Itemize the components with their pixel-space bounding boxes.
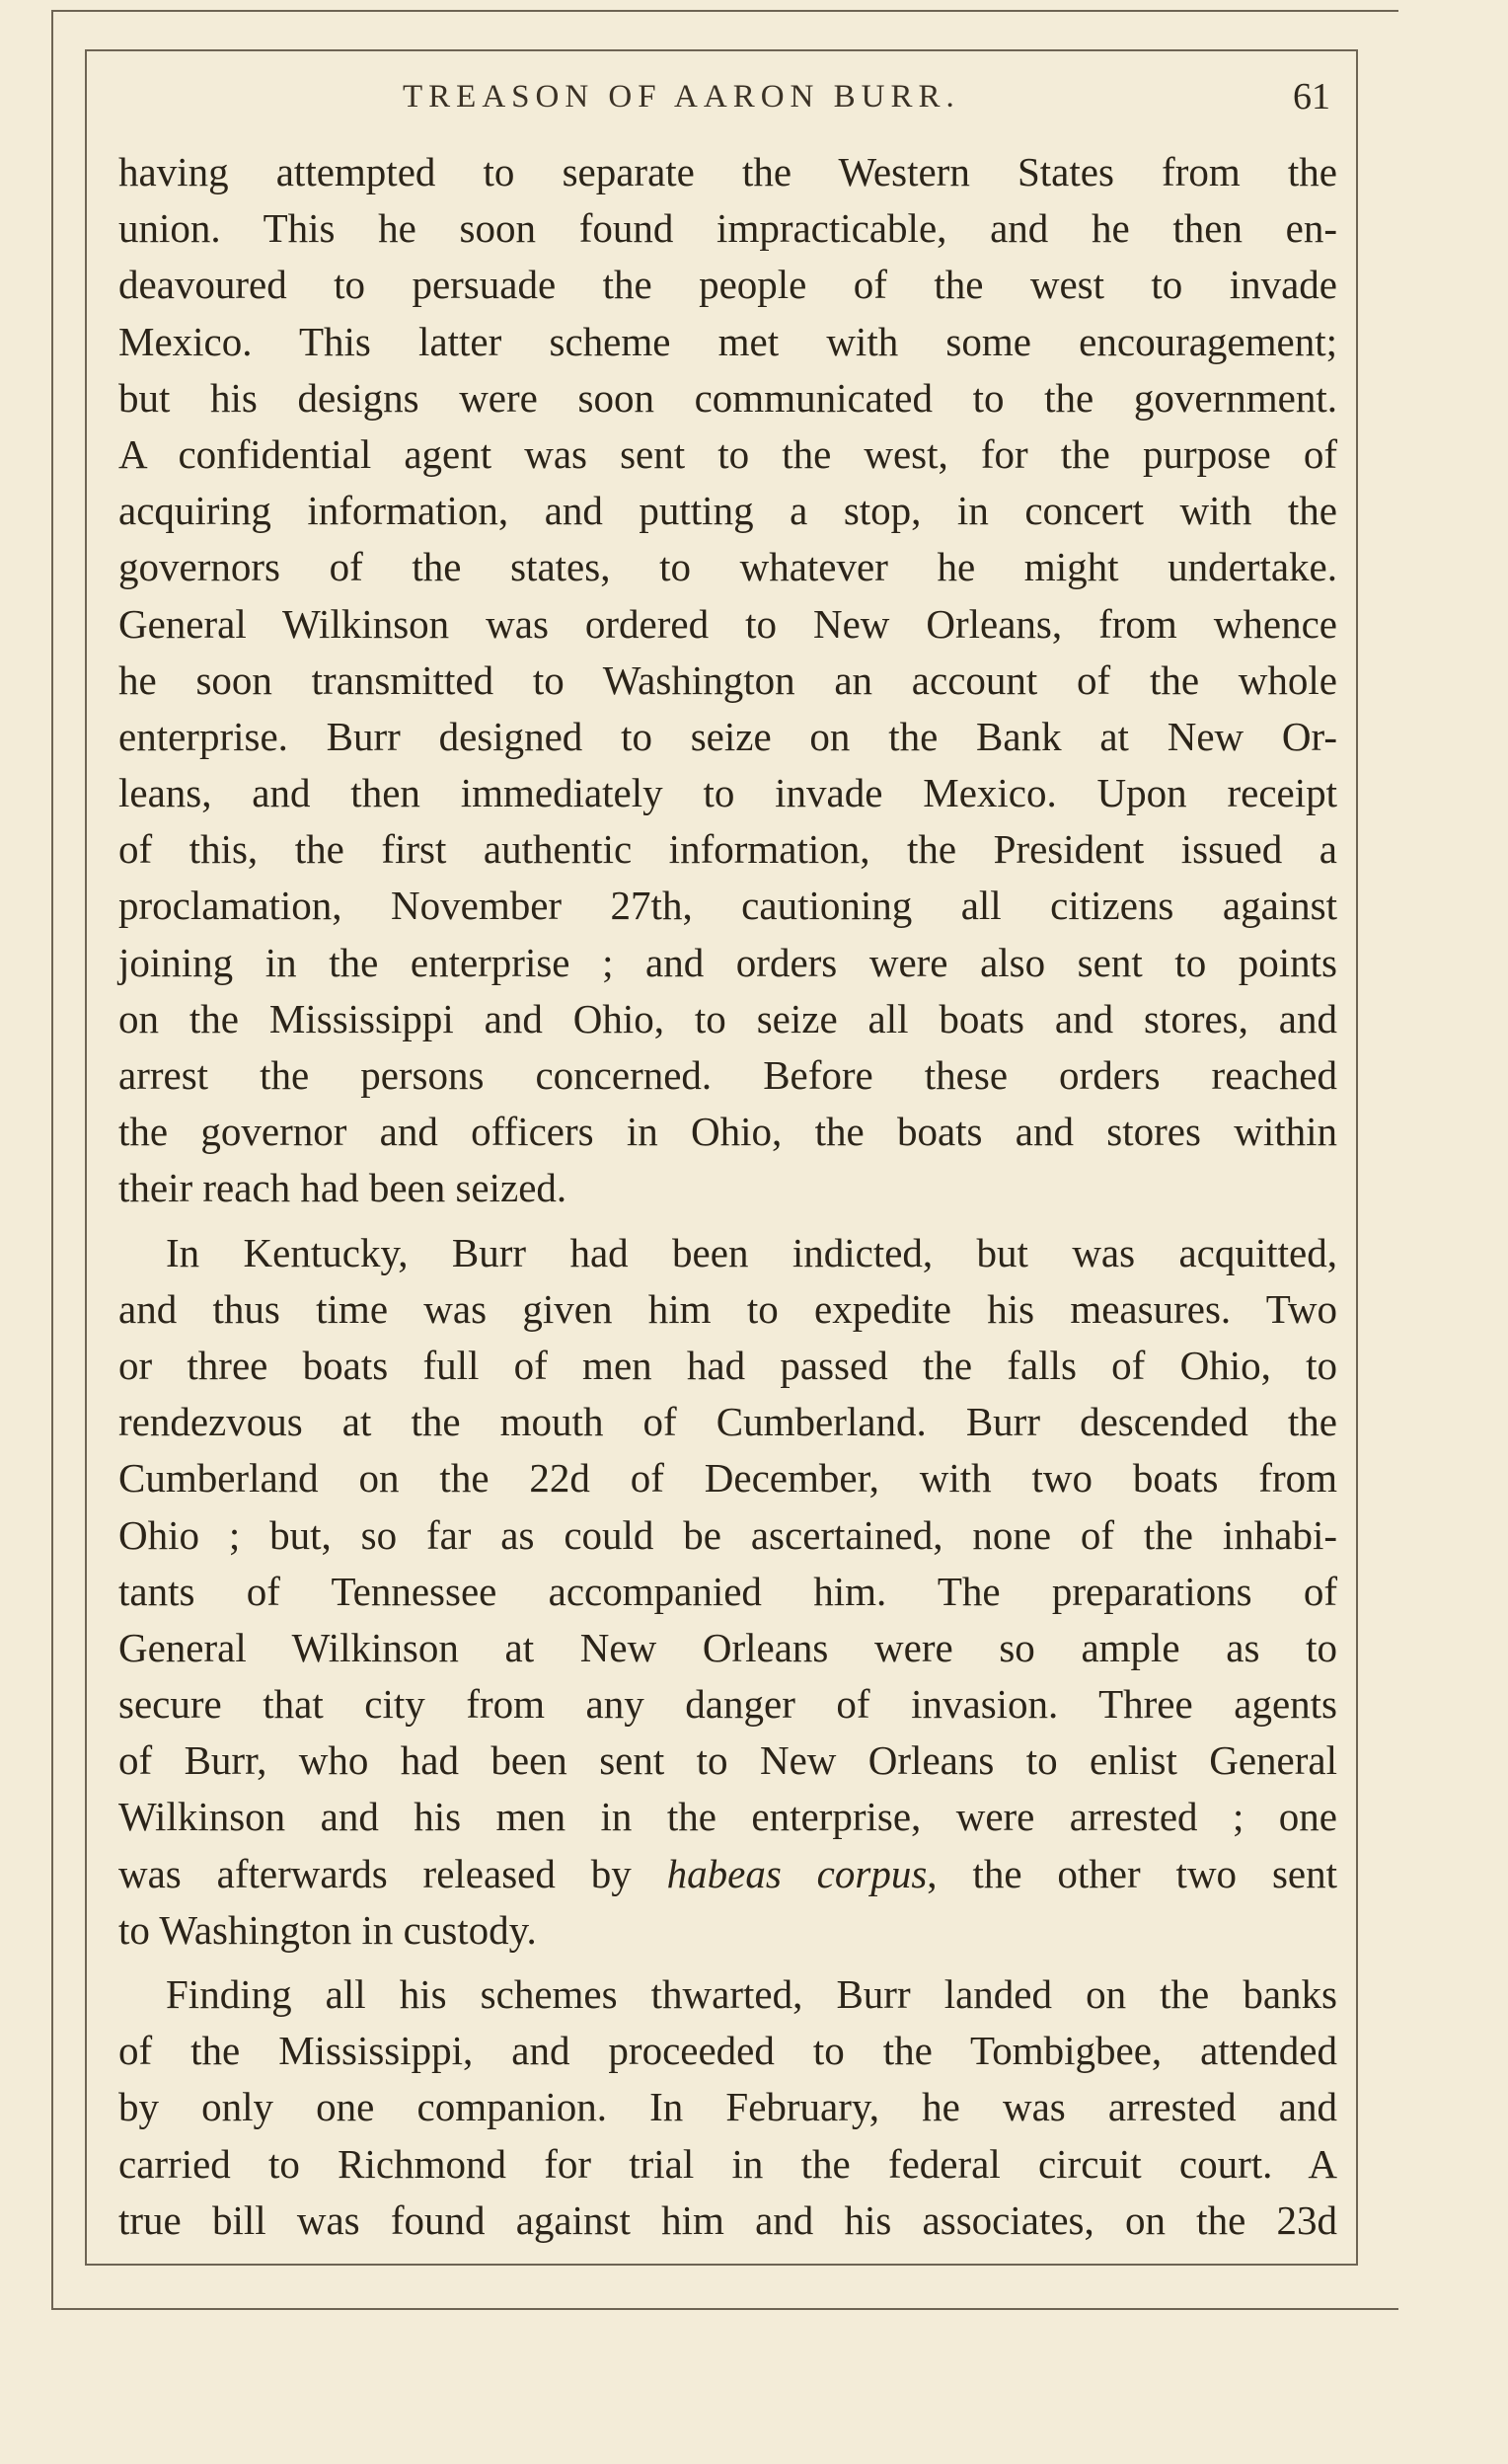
inner-right-rule [1356,49,1358,2266]
page-header [116,71,1336,126]
text-line: leans, and then immediately to invade Mexico. Upon receipt [118,770,1337,816]
paragraph-3 [118,1966,1337,2249]
text-line: arrest the persons concerned. Before these orders reached [118,1052,1337,1098]
text-line: tants of Tennessee accompanied him. The preparations of [118,1568,1337,1614]
text-line: but his designs were soon communicated to the government. [118,374,1337,421]
inner-left-rule [85,49,87,2266]
text-line: joining in the enterprise ; and orders were also sent to points [118,939,1337,985]
running-head: TREASON OF AARON BURR. [403,79,960,115]
text-line: true bill was found against him and his associates, on the 23d [118,2196,1337,2243]
text-line: of Burr, who had been sent to New Orleans to enlist General [118,1737,1337,1784]
page-number: 61 [1293,76,1330,117]
text-line: or three boats full of men had passed the falls of Ohio, to [118,1342,1337,1388]
text-line: union. This he soon found impracticable, and he then en- [118,205,1337,252]
text-line-with-italic [118,1846,1337,1902]
text-line: to Washington in custody. [118,1906,537,1953]
text-line: proclamation, November 27th, cautioning all citizens against [118,883,1337,929]
text-line: General Wilkinson at New Orleans were so ample as to [118,1624,1337,1670]
text-line: Finding all his schemes thwarted, Burr landed on the banks [166,1971,1337,2017]
text-line: of the Mississippi, and proceeded to the Tombigbee, attended [118,2028,1337,2074]
text-line: their reach had been seized. [118,1165,567,1211]
text-fragment: was afterwards released by [118,1850,667,1896]
text-line: having attempted to separate the Western States from the [118,149,1337,194]
text-line: the governor and officers in Ohio, the boats and stores within [118,1109,1337,1155]
text-line: governors of the states, to whatever he might undertake. [118,544,1337,590]
inner-top-rule [85,49,1358,51]
paragraph-2 [118,1225,1337,1959]
text-line: and thus time was given him to expedite his measures. Two [118,1285,1337,1332]
text-line: deavoured to persuade the people of the west to invade [118,262,1337,308]
text-line: Ohio ; but, so far as could be ascertained, none of the inhabi- [118,1511,1337,1558]
text-line: acquiring information, and putting a stop, in concert with the [118,488,1337,534]
outer-left-rule [51,10,53,2310]
text-line: General Wilkinson was ordered to New Orleans, from whence [118,600,1337,647]
text-fragment: , the other two sent [927,1850,1337,1896]
text-line: Mexico. This latter scheme met with some encouragement; [118,318,1337,364]
italic-phrase: habeas corpus [666,1850,928,1896]
text-line: secure that city from any danger of invasion. Three agents [118,1681,1337,1728]
inner-bottom-rule [85,2264,1358,2266]
text-line: Wilkinson and his men in the enterprise, were arrested ; one [118,1794,1337,1840]
text-line: enterprise. Burr designed to seize on the Bank at New Or- [118,713,1337,759]
text-line: he soon transmitted to Washington an account of the whole [118,656,1337,703]
text-line: of this, the first authentic information, the President issued a [118,826,1337,873]
text-line: In Kentucky, Burr had been indicted, but was acquitted, [166,1229,1337,1275]
text-line: A confidential agent was sent to the west, for the purpose of [118,430,1337,477]
text-line: by only one companion. In February, he was arrested and [118,2084,1337,2130]
outer-top-rule [51,10,1398,12]
outer-bottom-rule [51,2308,1398,2310]
text-line: Cumberland on the 22d of December, with two boats from [118,1455,1337,1502]
text-line: carried to Richmond for trial in the federal circuit court. A [118,2140,1337,2187]
text-line: on the Mississippi and Ohio, to seize all boats and stores, and [118,995,1337,1041]
text-line: rendezvous at the mouth of Cumberland. Burr descended the [118,1399,1337,1445]
paragraph-1 [118,144,1337,1217]
page-body [118,144,1337,2257]
